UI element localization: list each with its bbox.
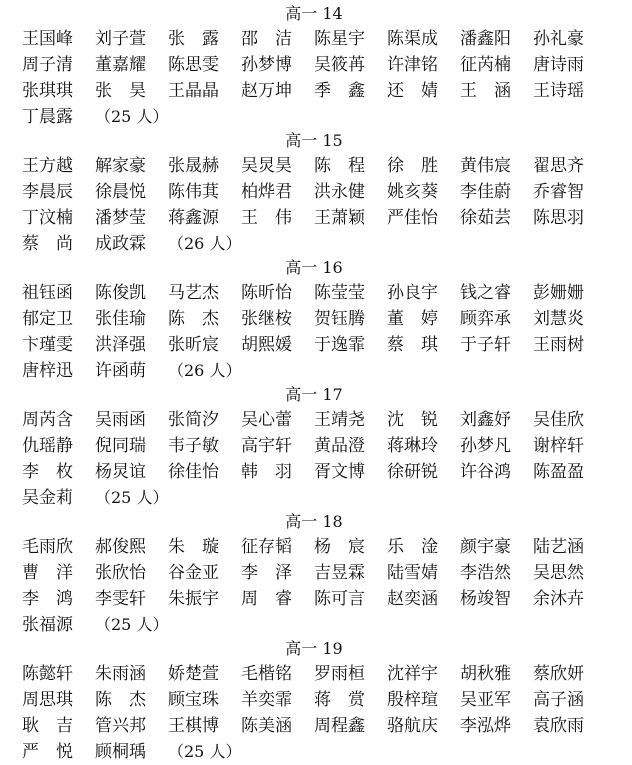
student-name: 余沐卉 [533, 589, 584, 609]
class-heading: 高一 15 [285, 131, 343, 150]
student-name: 杨炅谊 [95, 462, 146, 482]
student-name: 袁欣雨 [533, 716, 584, 736]
student-name: 徐佳怡 [168, 462, 219, 482]
student-name: 王 涵 [460, 81, 511, 101]
student-name: 吴炅昊 [241, 156, 292, 176]
student-name: 罗雨桓 [314, 664, 365, 684]
student-name: 张简汐 [168, 410, 219, 430]
student-name: 李泓烨 [460, 716, 511, 736]
name-row [22, 661, 622, 687]
student-name: 蔡 尚 [22, 234, 73, 254]
student-name: 谷金亚 [168, 563, 219, 583]
student-name: 贺钰腾 [314, 309, 365, 329]
name-row [22, 612, 622, 638]
student-name: 胡秋雅 [460, 664, 511, 684]
student-name: 韦子敏 [168, 436, 219, 456]
student-name: 张 露 [168, 29, 219, 49]
name-row [22, 332, 622, 358]
name-row [22, 280, 622, 306]
student-name: 洪泽强 [95, 335, 146, 355]
student-name: 顾宝珠 [168, 690, 219, 710]
student-name: 顾弈承 [460, 309, 511, 329]
student-name: 成政霖 [95, 234, 146, 254]
student-name: 毛雨欣 [22, 537, 73, 557]
student-name: 王诗瑶 [533, 81, 584, 101]
student-name: 高子涵 [533, 690, 584, 710]
student-name: 蒋鑫源 [168, 208, 219, 228]
class-section [22, 638, 622, 765]
student-name: 于逸霏 [314, 335, 365, 355]
student-name: 潘梦莹 [95, 208, 146, 228]
student-name: 徐研锐 [387, 462, 438, 482]
name-row [22, 52, 622, 78]
student-name: 管兴邦 [95, 716, 146, 736]
student-name: 陈 杰 [168, 309, 219, 329]
student-name: 征芮楠 [460, 55, 511, 75]
name-row [22, 26, 622, 52]
student-name: 陈 程 [314, 156, 365, 176]
student-count: （25 人） [168, 742, 242, 761]
student-name: 徐 胜 [387, 156, 438, 176]
name-row [22, 713, 622, 739]
student-name: 季 鑫 [314, 81, 365, 101]
student-name: 赵万坤 [241, 81, 292, 101]
student-count: （26 人） [168, 234, 242, 253]
name-row [22, 687, 622, 713]
name-row [22, 433, 622, 459]
student-name: 董 婷 [387, 309, 438, 329]
class-heading: 高一 17 [285, 385, 343, 404]
student-name: 陈渠成 [387, 29, 438, 49]
student-name: 张 昊 [95, 81, 146, 101]
student-name: 吴筱苒 [314, 55, 365, 75]
student-name: 羊奕霏 [241, 690, 292, 710]
student-name: 李佳蔚 [460, 182, 511, 202]
student-name: 许谷鸿 [460, 462, 511, 482]
student-name: 陈伟萁 [168, 182, 219, 202]
student-count: （25 人） [95, 107, 169, 126]
student-name: 钱之睿 [460, 283, 511, 303]
name-row [22, 153, 622, 179]
student-name: 谢梓轩 [533, 436, 584, 456]
student-name: 徐茹芸 [460, 208, 511, 228]
student-name: 仇瑶静 [22, 436, 73, 456]
student-name: 陆艺涵 [533, 537, 584, 557]
student-name: 唐梓迅 [22, 361, 73, 381]
student-name: 殷梓瑄 [387, 690, 438, 710]
student-name: 李 鸿 [22, 589, 73, 609]
student-name: 董嘉耀 [95, 55, 146, 75]
student-count: （26 人） [168, 361, 242, 380]
class-section [22, 257, 622, 384]
student-name: 张福源 [22, 615, 73, 635]
class-section [22, 384, 622, 511]
student-name: 蔡 琪 [387, 335, 438, 355]
name-row [22, 459, 622, 485]
student-count: （25 人） [95, 615, 169, 634]
student-name: 严 悦 [22, 742, 73, 762]
student-name: 许函萌 [95, 361, 146, 381]
name-row [22, 231, 622, 257]
student-name: 乐 淦 [387, 537, 438, 557]
student-name: 黄品澄 [314, 436, 365, 456]
student-name: 吴心蕾 [241, 410, 292, 430]
name-row [22, 407, 622, 433]
student-name: 解家豪 [95, 156, 146, 176]
student-name: 李晨辰 [22, 182, 73, 202]
student-name: 韩 羽 [241, 462, 292, 482]
student-name: 还 婧 [387, 81, 438, 101]
student-name: 陈俊凯 [95, 283, 146, 303]
student-name: 骆航庆 [387, 716, 438, 736]
student-name: 潘鑫阳 [460, 29, 511, 49]
student-name: 许津铭 [387, 55, 438, 75]
student-name: 周芮含 [22, 410, 73, 430]
student-name: 周思琪 [22, 690, 73, 710]
name-row [22, 205, 622, 231]
student-name: 李 泽 [241, 563, 292, 583]
student-name: 陈懿轩 [22, 664, 73, 684]
student-name: 蔡欣妍 [533, 664, 584, 684]
student-name: 颜宇豪 [460, 537, 511, 557]
student-name: 曹 洋 [22, 563, 73, 583]
student-name: 朱 璇 [168, 537, 219, 557]
student-name: 王雨树 [533, 335, 584, 355]
student-name: 王 伟 [241, 208, 292, 228]
student-name: 吴亚军 [460, 690, 511, 710]
student-name: 蒋琳玲 [387, 436, 438, 456]
student-name: 张晟赫 [168, 156, 219, 176]
student-name: 彭姗姗 [533, 283, 584, 303]
student-name: 吴思然 [533, 563, 584, 583]
student-name: 倪同瑞 [95, 436, 146, 456]
student-name: 李 枚 [22, 462, 73, 482]
student-name: 陈可言 [314, 589, 365, 609]
student-name: 张昕宸 [168, 335, 219, 355]
student-name: 顾桐瑀 [95, 742, 146, 762]
student-name: 邵 洁 [241, 29, 292, 49]
student-name: 丁晨露 [22, 107, 73, 127]
student-name: 张琪琪 [22, 81, 73, 101]
student-name: 孙礼豪 [533, 29, 584, 49]
student-name: 陈昕怡 [241, 283, 292, 303]
name-row [22, 104, 622, 130]
student-name: 严佳怡 [387, 208, 438, 228]
name-row [22, 179, 622, 205]
student-name: 柏烨君 [241, 182, 292, 202]
student-name: 沈祥宇 [387, 664, 438, 684]
class-heading: 高一 14 [285, 4, 343, 23]
student-name: 王晶晶 [168, 81, 219, 101]
student-name: 唐诗雨 [533, 55, 584, 75]
student-name: 乔睿智 [533, 182, 584, 202]
student-name: 黄伟宸 [460, 156, 511, 176]
student-name: 高宇轩 [241, 436, 292, 456]
student-name: 毛楷铭 [241, 664, 292, 684]
name-row [22, 78, 622, 104]
class-section [22, 3, 622, 130]
student-name: 朱振宇 [168, 589, 219, 609]
student-name: 丁汶楠 [22, 208, 73, 228]
class-roster-document [22, 3, 622, 765]
class-heading: 高一 16 [285, 258, 343, 277]
student-name: 陆雪婧 [387, 563, 438, 583]
student-name: 郁定卫 [22, 309, 73, 329]
student-name: 刘慧炎 [533, 309, 584, 329]
class-section [22, 130, 622, 257]
student-name: 李浩然 [460, 563, 511, 583]
student-name: 王萧颖 [314, 208, 365, 228]
name-row [22, 306, 622, 332]
student-name: 刘子萱 [95, 29, 146, 49]
student-name: 吴雨函 [95, 410, 146, 430]
student-name: 王方越 [22, 156, 73, 176]
student-name: 周子清 [22, 55, 73, 75]
name-row [22, 534, 622, 560]
student-name: 杨 宸 [314, 537, 365, 557]
class-heading: 高一 19 [285, 639, 343, 658]
student-name: 翟思齐 [533, 156, 584, 176]
student-name: 胥文博 [314, 462, 365, 482]
student-name: 蒋 赏 [314, 690, 365, 710]
name-row [22, 560, 622, 586]
student-name: 孙梦博 [241, 55, 292, 75]
student-name: 孙良宇 [387, 283, 438, 303]
student-name: 祖钰函 [22, 283, 73, 303]
student-name: 周程鑫 [314, 716, 365, 736]
student-name: 陈星宇 [314, 29, 365, 49]
student-name: 张继桉 [241, 309, 292, 329]
student-name: 马艺杰 [168, 283, 219, 303]
student-name: 征存韬 [241, 537, 292, 557]
student-name: 周 睿 [241, 589, 292, 609]
student-name: 张佳瑜 [95, 309, 146, 329]
student-name: 孙梦凡 [460, 436, 511, 456]
student-name: 郝俊熙 [95, 537, 146, 557]
student-name: 卞瑾雯 [22, 335, 73, 355]
class-heading: 高一 18 [285, 512, 343, 531]
student-name: 娇楚萱 [168, 664, 219, 684]
student-name: 陈 杰 [95, 690, 146, 710]
name-row [22, 586, 622, 612]
student-name: 李雯轩 [95, 589, 146, 609]
student-name: 张欣怡 [95, 563, 146, 583]
name-row [22, 485, 622, 511]
student-name: 王靖尧 [314, 410, 365, 430]
student-name: 耿 吉 [22, 716, 73, 736]
student-name: 陈思雯 [168, 55, 219, 75]
student-name: 杨竣智 [460, 589, 511, 609]
class-section [22, 511, 622, 638]
student-name: 陈思羽 [533, 208, 584, 228]
student-name: 王国峰 [22, 29, 73, 49]
student-name: 刘鑫妤 [460, 410, 511, 430]
student-name: 朱雨涵 [95, 664, 146, 684]
student-name: 陈美涵 [241, 716, 292, 736]
student-name: 陈莹莹 [314, 283, 365, 303]
student-name: 陈盈盈 [533, 462, 584, 482]
name-row [22, 739, 622, 765]
student-name: 吴金莉 [22, 488, 73, 508]
student-name: 徐晨悦 [95, 182, 146, 202]
student-name: 胡熙媛 [241, 335, 292, 355]
student-count: （25 人） [95, 488, 169, 507]
student-name: 吉昱霖 [314, 563, 365, 583]
student-name: 姚亥葵 [387, 182, 438, 202]
student-name: 吴佳欣 [533, 410, 584, 430]
student-name: 于子轩 [460, 335, 511, 355]
student-name: 赵奕涵 [387, 589, 438, 609]
name-row [22, 358, 622, 384]
student-name: 王棋博 [168, 716, 219, 736]
student-name: 沈 锐 [387, 410, 438, 430]
student-name: 洪永健 [314, 182, 365, 202]
